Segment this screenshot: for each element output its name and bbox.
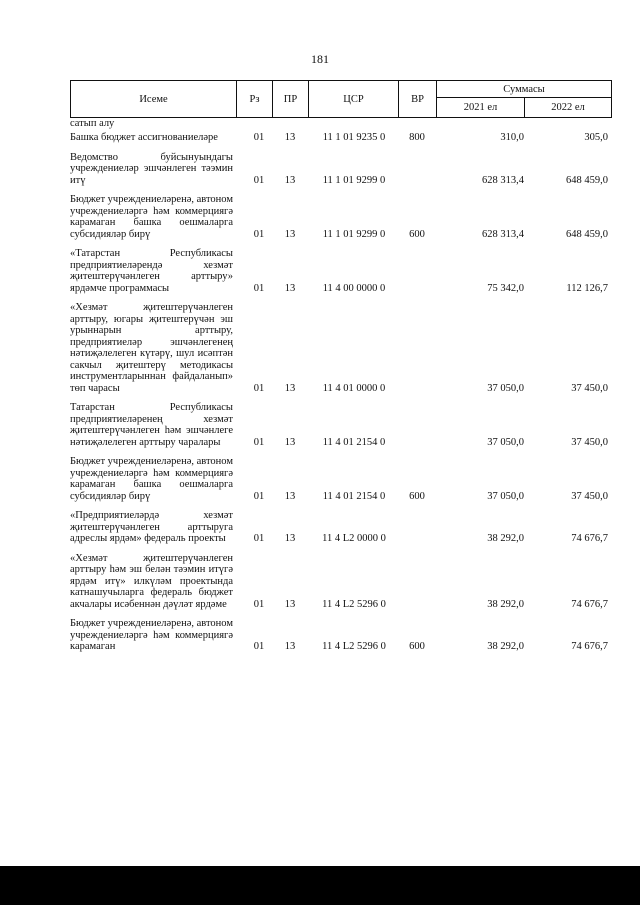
row-pr: 13 bbox=[284, 228, 296, 240]
row-name: Ведомство буйсынуындагы учреждениеләр эшчәнлеген тәэмин итү bbox=[70, 151, 233, 186]
row-vr: 600 bbox=[409, 641, 425, 652]
row-name: сатып алу bbox=[70, 118, 115, 129]
continuation-row bbox=[70, 118, 611, 132]
row-name: «Татарстан Республикасы предприятиеләрендә хезмәт җитештерүчәнлеген арттыру» ярдәмче программасы bbox=[70, 248, 233, 294]
table-row bbox=[70, 194, 611, 240]
header-year-2021: 2021 ел bbox=[437, 98, 525, 118]
row-sum-2022: 74 676,7 bbox=[571, 533, 608, 544]
row-sum-2022: 305,0 bbox=[584, 132, 608, 143]
row-rz: 01 bbox=[253, 132, 265, 143]
row-sum-2021: 38 292,0 bbox=[487, 598, 524, 610]
header-sums: Суммасы bbox=[437, 81, 612, 98]
row-sum-2022: 648 459,0 bbox=[566, 174, 608, 186]
row-rz: 01 bbox=[253, 382, 265, 394]
row-name: Бюджет учреждениеләренә, автоном учреждениеләргә һәм коммерциягә карамаган bbox=[70, 618, 233, 652]
row-vr: 800 bbox=[409, 132, 425, 143]
header-vr: ВР bbox=[399, 81, 437, 118]
row-sum-2021: 310,0 bbox=[500, 132, 524, 143]
row-pr: 13 bbox=[284, 382, 296, 394]
row-csr: 11 1 01 9235 0 bbox=[322, 132, 386, 143]
row-csr: 11 4 L2 5296 0 bbox=[322, 598, 386, 610]
row-vr: 600 bbox=[409, 228, 425, 240]
row-pr: 13 bbox=[284, 533, 296, 544]
row-name: Татарстан Республикасы предприятиеләренең хезмәт җитештерүчәнлеген һәм эшчәнлеге нәтиҗәлелеген арттыру чаралары bbox=[70, 402, 233, 448]
row-sum-2021: 38 292,0 bbox=[487, 641, 524, 652]
header-rz: Рз bbox=[237, 81, 273, 118]
row-rz: 01 bbox=[253, 174, 265, 186]
row-csr: 11 4 01 0000 0 bbox=[322, 382, 386, 394]
row-rz: 01 bbox=[253, 533, 265, 544]
row-pr: 13 bbox=[284, 436, 296, 448]
row-rz: 01 bbox=[253, 228, 265, 240]
header-csr: ЦСР bbox=[309, 81, 399, 118]
table-row bbox=[70, 510, 611, 545]
row-csr: 11 4 L2 5296 0 bbox=[322, 641, 386, 652]
table-row bbox=[70, 302, 611, 394]
header-pr: ПР bbox=[273, 81, 309, 118]
row-sum-2021: 75 342,0 bbox=[487, 282, 524, 294]
header-name: Исеме bbox=[71, 81, 237, 118]
table-row bbox=[70, 248, 611, 294]
table-row bbox=[70, 618, 611, 653]
table-row bbox=[70, 132, 611, 144]
row-sum-2022: 37 450,0 bbox=[571, 382, 608, 394]
row-sum-2021: 38 292,0 bbox=[487, 533, 524, 544]
row-pr: 13 bbox=[284, 282, 296, 294]
table-row bbox=[70, 456, 611, 502]
row-name: «Хезмәт җитештерүчәнлеген арттыру һәм эш белән тәэмин итүгә ярдәм итү» илкүләм проектында катнашучыларга федераль бюджет акчалары исәбеннән дәүләт ярдәме bbox=[70, 552, 233, 610]
row-sum-2022: 37 450,0 bbox=[571, 436, 608, 448]
row-name: Бюджет учреждениеләренә, автоном учреждениеләргә һәм коммерциягә карамаган башка оешмаларга субсидияләр бирү bbox=[70, 194, 233, 240]
row-sum-2022: 112 126,7 bbox=[566, 282, 608, 294]
row-csr: 11 4 00 0000 0 bbox=[322, 282, 386, 294]
row-csr: 11 4 01 2154 0 bbox=[322, 436, 386, 448]
row-csr: 11 4 L2 0000 0 bbox=[322, 533, 386, 544]
row-pr: 13 bbox=[284, 598, 296, 610]
row-sum-2022: 37 450,0 bbox=[571, 490, 608, 502]
row-name: Бюджет учреждениеләренә, автоном учреждениеләргә һәм коммерциягә карамаган башка оешмаларга субсидияләр бирү bbox=[70, 456, 233, 502]
row-sum-2022: 74 676,7 bbox=[571, 641, 608, 652]
row-pr: 13 bbox=[284, 490, 296, 502]
row-csr: 11 1 01 9299 0 bbox=[322, 228, 386, 240]
row-pr: 13 bbox=[284, 132, 296, 143]
row-pr: 13 bbox=[284, 641, 296, 652]
page-number: 181 bbox=[311, 52, 329, 66]
row-rz: 01 bbox=[253, 282, 265, 294]
row-rz: 01 bbox=[253, 490, 265, 502]
row-rz: 01 bbox=[253, 436, 265, 448]
table-row bbox=[70, 402, 611, 448]
row-sum-2021: 628 313,4 bbox=[482, 174, 524, 186]
row-csr: 11 4 01 2154 0 bbox=[322, 490, 386, 502]
row-name: «Хезмәт җитештерүчәнлеген арттыру, югары җитештерүчән эш урыннарын арттыру, предприятиеләр эшчәнлегенең нәтиҗәлелеген күтәрү, шул исәптән сакчыл җитештерү методикасы инструментларыннан файдаланып» төп чарасы bbox=[70, 302, 233, 394]
row-sum-2022: 74 676,7 bbox=[571, 598, 608, 610]
table-header bbox=[70, 80, 612, 118]
row-csr: 11 1 01 9299 0 bbox=[322, 174, 386, 186]
row-sum-2021: 37 050,0 bbox=[487, 436, 524, 448]
row-name: Башка бюджет ассигнованиеләре bbox=[70, 132, 218, 143]
table-row bbox=[70, 152, 611, 187]
row-sum-2021: 628 313,4 bbox=[482, 228, 524, 240]
row-vr: 600 bbox=[409, 490, 425, 502]
row-sum-2021: 37 050,0 bbox=[487, 490, 524, 502]
row-pr: 13 bbox=[284, 174, 296, 186]
header-year-2022: 2022 ел bbox=[525, 98, 612, 118]
scan-bottom-edge bbox=[0, 866, 640, 905]
table-body bbox=[70, 118, 611, 653]
row-rz: 01 bbox=[253, 641, 265, 652]
row-rz: 01 bbox=[253, 598, 265, 610]
row-name: «Предприятиеләрдә хезмәт җитештерүчәнлеген арттыруга адреслы ярдәм» федераль проекты bbox=[70, 510, 233, 544]
table-row bbox=[70, 553, 611, 611]
row-sum-2022: 648 459,0 bbox=[566, 228, 608, 240]
row-sum-2021: 37 050,0 bbox=[487, 382, 524, 394]
